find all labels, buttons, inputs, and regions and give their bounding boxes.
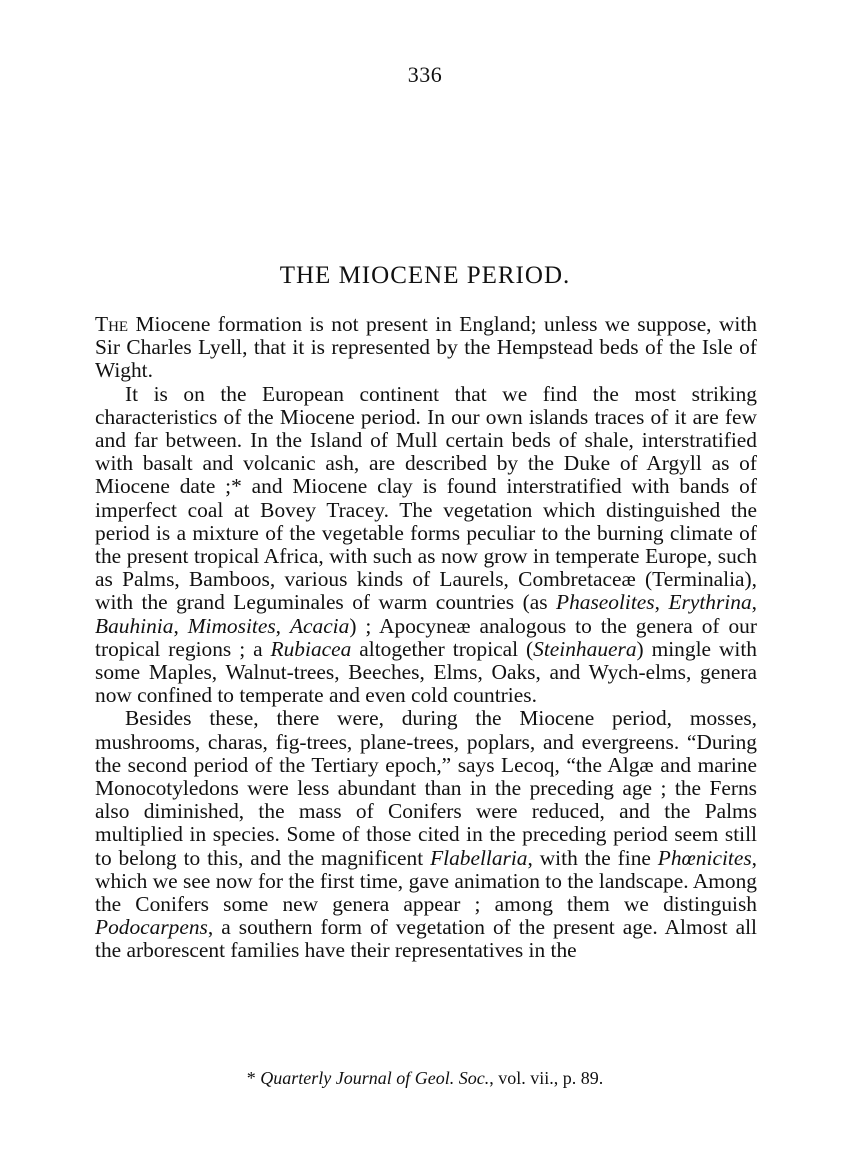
footnote: [0, 1068, 850, 1089]
text-run: , which we see now for the first time, gave animation to the landscape. Among the Conifers some new genera appear ; among them we distinguish: [95, 845, 758, 917]
genus-name: Erythrina: [668, 590, 752, 615]
footnote-journal: Quarterly Journal of Geol. Soc.: [260, 1068, 490, 1088]
text-run: ) mingle with some Maples, Walnut-trees, Beeches, Elms, Oaks, and Wych-elms, genera now confined to temperate and even cold countries.: [95, 636, 757, 708]
paragraph-1-text: Miocene formation is not present in England; unless we suppose, with Sir Charles Lyell, that it is represented by the Hempstead beds of the Isle of Wight.: [95, 312, 757, 383]
body-text: [95, 313, 757, 963]
footnote-citation: , vol. vii., p. 89.: [489, 1068, 604, 1088]
text-run: ,: [275, 613, 290, 638]
text-run: altogether tropical (: [351, 636, 534, 661]
small-caps-lead: The: [95, 312, 129, 336]
genus-name: Acacia: [289, 613, 350, 638]
text-run: It is on the European continent that we find the most striking characteristics of the Miocene period. In our own islands traces of it are few and far between. In the Island of Mull certain beds of shale, interstratified with basalt and volcanic ash, are described by the Duke of Argyll as of Miocene date ;* and Miocene clay is found interstratified with bands of imperfect coal at Bovey Tracey. The vegetation which distinguished the period is a mixture of the vegetable forms peculiar to the burning climate of the present tropical Africa, with such as now grow in temperate Europe, such as Palms, Bamboos, various kinds of Laurels, Combretaceæ (Terminalia), with the grand Leguminales of warm countries (as: [95, 381, 757, 615]
paragraph-3: [95, 707, 757, 962]
genus-name: Phaseolites: [556, 590, 655, 615]
chapter-title: THE MIOCENE PERIOD.: [279, 262, 571, 289]
text-run: ,: [654, 590, 669, 615]
paragraph-1: [95, 313, 757, 383]
text-run: ,: [173, 613, 188, 638]
genus-name: Phœnicites: [657, 845, 752, 870]
genus-name: Flabellaria: [430, 845, 528, 870]
text-run: , with the fine: [527, 845, 658, 870]
text-run: ,: [751, 590, 757, 615]
page-number: 336: [407, 62, 443, 87]
genus-name: Rubiacea: [270, 636, 352, 661]
genus-name: Steinhauera: [533, 636, 637, 661]
genus-name: Bauhinia: [95, 613, 174, 638]
text-run: ) ; Apocyneæ analogous to the genera of our tropical regions ; a: [95, 613, 757, 661]
text-run: Besides these, there were, during the Miocene period, mosses, mushrooms, charas, fig-trees, plane-trees, poplars, and evergreens. “During the second period of the Tertiary epoch,” says Lecoq, “the Algæ and marine Monocotyledons were less abundant than in the preceding age ; the Ferns also diminished, the mass of Conifers were reduced, and the Palms multiplied in species. Some of those cited in the preceding period seem still to belong to this, and the magnificent: [95, 706, 757, 870]
genus-name: Mimosites: [187, 613, 276, 638]
paragraph-2: [95, 383, 757, 708]
text-run: , a southern form of vegetation of the present age. Almost all the arborescent families have their representatives in the: [95, 915, 757, 963]
footnote-marker: *: [246, 1068, 261, 1088]
genus-name: Podocarpens: [95, 915, 208, 940]
